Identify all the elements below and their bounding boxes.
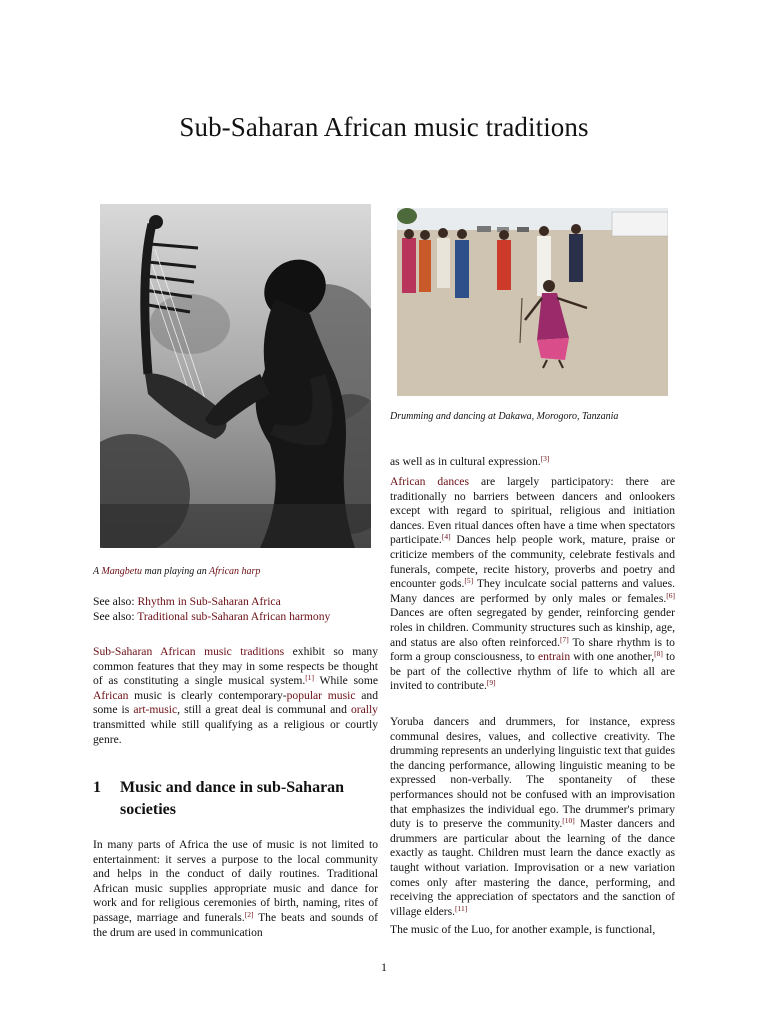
paragraph-text: Dances help people work, mature, praise or criticize members of the community, celebrate festivals and funerals, compete, recite history, proverbs and poetry and encounter gods. xyxy=(390,533,675,591)
rhythm-link[interactable]: Rhythm in Sub-Saharan Africa xyxy=(137,595,281,608)
dakawa-dance-photo xyxy=(397,208,668,396)
paragraph-text: Yoruba dancers and drummers, for instance, express communal desires, values, and collective creativity. The drumming represents an underlying linguistic text that guides the dancing performance, allowing linguistic meaning to be expressed non-verbally. The spontaneity of these performances should not be confused with an improvisation that emphasizes the individual ego. The drummer's primary duty is to preserve the community. xyxy=(390,715,675,831)
dance-photo-illustration xyxy=(397,208,668,396)
harp-caption xyxy=(93,565,378,578)
entrain-link[interactable]: entrain xyxy=(537,650,571,664)
paragraph-text: The beats and sounds of the drum are used in communication xyxy=(93,910,378,939)
dance-caption: Drumming and dancing at Dakawa, Morogoro, Tanzania xyxy=(390,411,619,422)
paragraph-text: In many parts of Africa the use of music is not limited to entertainment: it serves a purpose to the local community and helps in the conduct of daily routines. Traditional African music supplies appropriate music and dance for work and for religious ceremonies of birth, naming, rites of passage, marriage and funerals. xyxy=(93,838,378,924)
music-usage-paragraph xyxy=(93,838,378,940)
citation-8[interactable]: [8] xyxy=(654,649,663,659)
section-title: Music and dance in sub-Saharan societies xyxy=(120,779,345,818)
paragraph-text: to be part of the collective rhythm of life to which all are invited to contribute. xyxy=(390,650,676,693)
paragraph-text: with one another, xyxy=(570,650,655,664)
citation-2[interactable]: [2] xyxy=(244,909,254,919)
paragraph-text: are largely participatory: there are traditionally no barriers between dancers and onlookers except with regard to spiritual, religious and initiation dances. Even ritual dances often have a time when spectators participate. xyxy=(390,475,675,547)
citation-11[interactable]: [11] xyxy=(455,903,468,913)
citation-10[interactable]: [10] xyxy=(562,816,575,826)
citation-1[interactable]: [1] xyxy=(305,673,315,683)
mangbetu-link[interactable]: Mangbetu xyxy=(101,566,142,577)
see-also-line xyxy=(93,610,378,625)
see-also-prefix: See also: xyxy=(93,609,138,623)
harmony-link[interactable]: Traditional sub-Saharan African harmony xyxy=(137,609,331,623)
section-number: 1 xyxy=(93,779,101,796)
citation-4[interactable]: [4] xyxy=(441,532,451,542)
page-title: Sub-Saharan African music traditions xyxy=(179,112,589,142)
section-heading xyxy=(93,777,383,821)
paragraph-text: Master dancers and drummers are particular about the learning of the dance exactly as taught. Children must learn the dance exactly as taught without variation. Improvisation or a new variation comes only after mastering the dance, performing, and receiving the appreciation of spectators and the sanction of village elders. xyxy=(390,817,675,918)
mangbetu-harp-photo xyxy=(100,204,371,548)
african-dances-link[interactable]: African dances xyxy=(390,475,469,488)
paragraph-text: transmitted while still qualifying as a religious or courtly genre. xyxy=(93,717,378,746)
african-harp-link[interactable]: African harp xyxy=(209,566,261,577)
paragraph-text: music is clearly contemporary- xyxy=(128,688,287,702)
see-also-block xyxy=(93,595,378,624)
luo-paragraph xyxy=(390,923,675,938)
citation-3[interactable]: [3] xyxy=(540,454,550,463)
orally-link[interactable]: orally xyxy=(350,703,378,717)
paragraph-text: Dances are often segregated by gender, reinforcing gender roles in children. Community structures such as kinship, age, and status are also often reinforced. xyxy=(390,606,675,649)
popular-music-link[interactable]: popular music xyxy=(286,688,356,702)
citation-6[interactable]: [6] xyxy=(666,590,675,600)
paragraph-text: and some is xyxy=(93,688,378,717)
caption-text: man playing an xyxy=(141,566,210,577)
lead-link[interactable]: Sub-Saharan African music traditions xyxy=(93,645,285,658)
caption-text: A xyxy=(93,566,102,577)
yoruba-paragraph xyxy=(390,715,675,919)
paragraph-text: While some xyxy=(314,674,379,688)
harp-photo-illustration xyxy=(100,204,371,548)
page-number: 1 xyxy=(381,960,387,974)
see-also-line xyxy=(93,595,378,610)
paragraph-text: They inculcate social patterns and values. Many dances are performed by only males or females. xyxy=(390,577,675,605)
continued-paragraph xyxy=(390,455,675,470)
intro-paragraph xyxy=(93,645,378,747)
paragraph-text: as well as in cultural expression. xyxy=(390,455,541,468)
citation-9[interactable]: [9] xyxy=(486,678,496,688)
african-link[interactable]: African xyxy=(93,688,129,702)
paragraph-text: To share rhythm is to form a group consciousness, to xyxy=(390,635,675,664)
see-also-prefix: See also: xyxy=(93,595,138,608)
citation-7[interactable]: [7] xyxy=(560,634,569,644)
african-dances-paragraph xyxy=(390,475,675,694)
paragraph-text: , still a great deal is communal and xyxy=(177,703,351,717)
art-music-link[interactable]: art-music xyxy=(133,703,178,717)
paragraph-text: The music of the Luo, for another example, is functional, xyxy=(390,923,656,936)
paragraph-text: exhibit so many common features that they may in some respects be thought of as constituting a single musical system. xyxy=(93,645,378,688)
citation-5[interactable]: [5] xyxy=(464,576,474,586)
